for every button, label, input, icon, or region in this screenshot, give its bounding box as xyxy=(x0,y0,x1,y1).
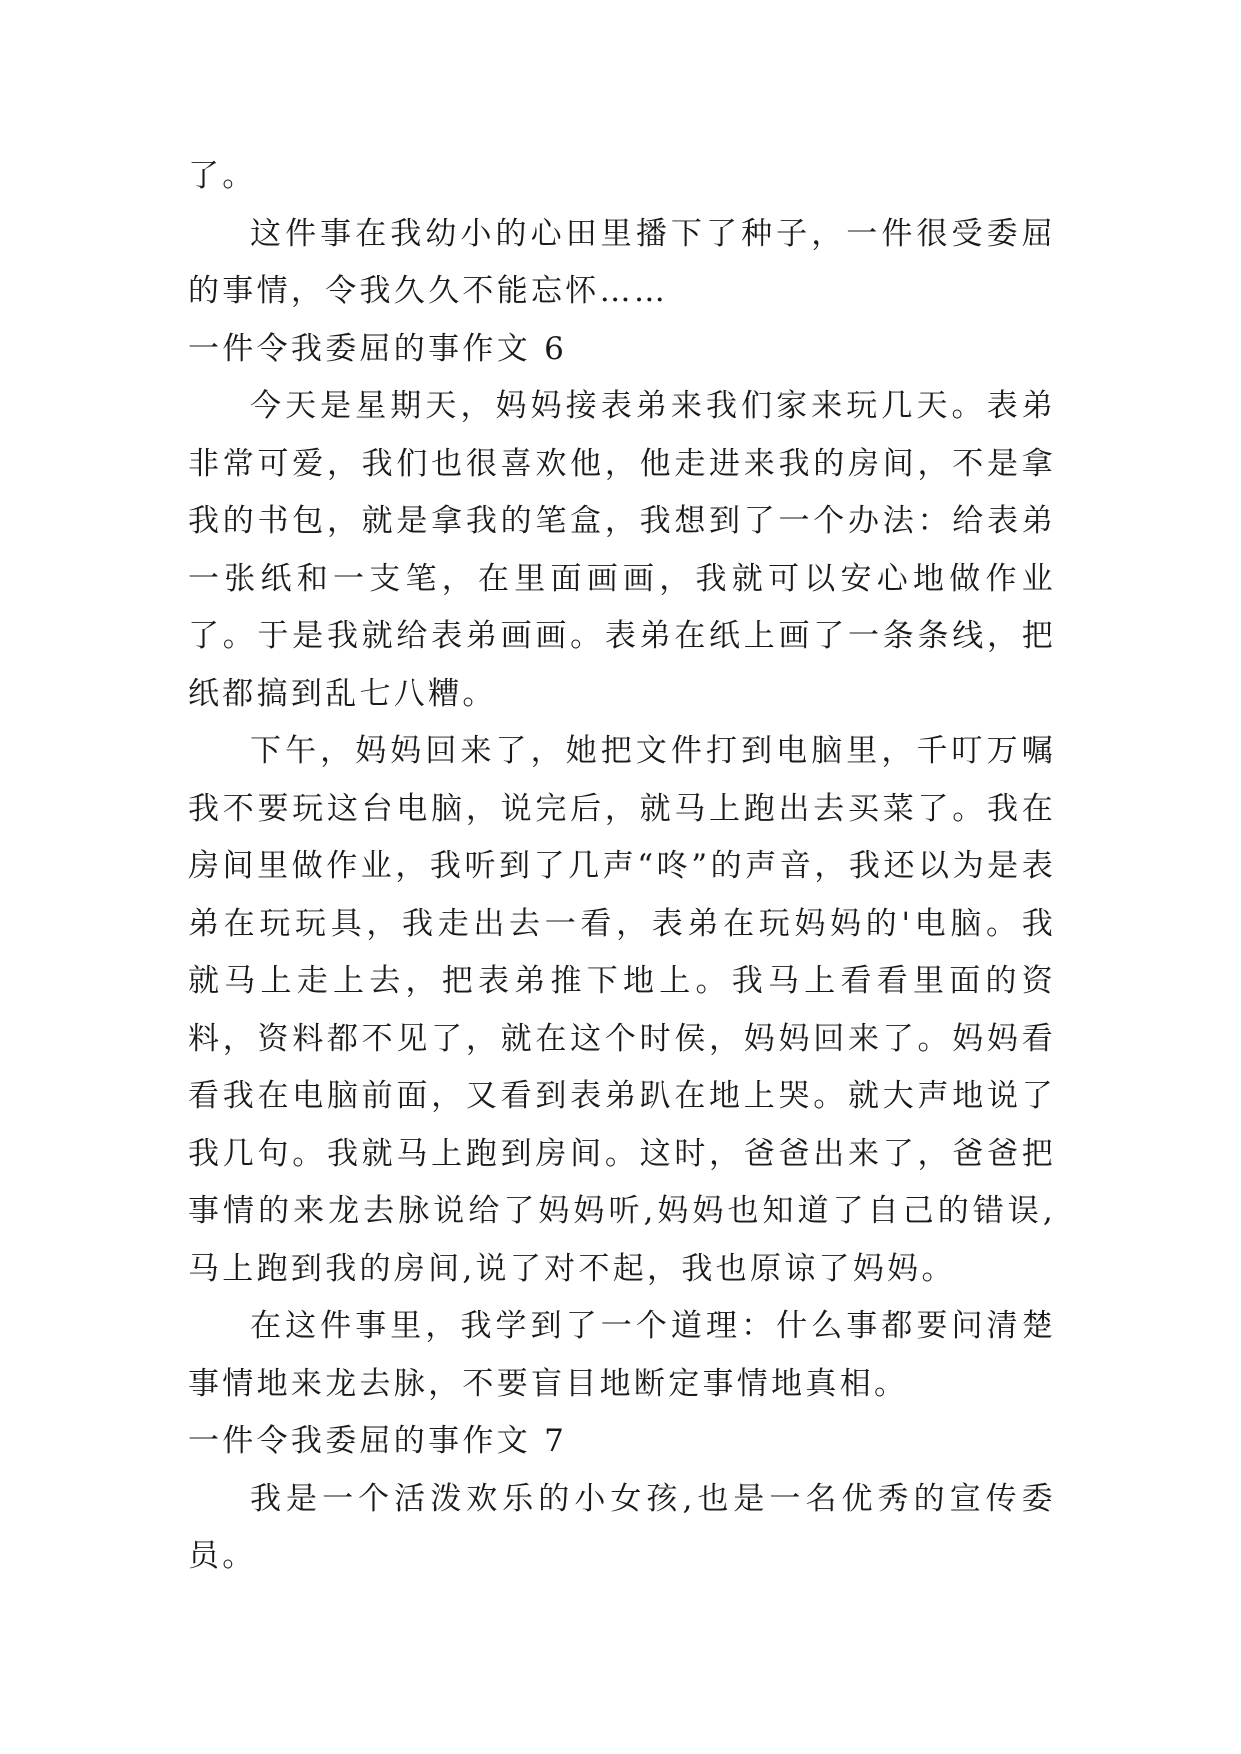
essay-heading: 一件令我委屈的事作文 7 xyxy=(188,1423,568,1459)
paragraph: 下午，妈妈回来了，她把文件打到电脑里，千叮万嘱我不要玩这台电脑，说完后，就马上跑出去买菜了。我在房间里做作业，我听到了几声“咚”的声音，我还以为是表弟在玩玩具，我走出去一看，表弟在玩妈妈的'电脑。我就马上走上去，把表弟推下地上。我马上看看里面的资料，资料都不见了，就在这个时侯，妈妈回来了。妈妈看看我在电脑前面，又看到表弟趴在地上哭。就大声地说了我几句。我就马上跑到房间。这时，爸爸出来了，爸爸把事情的来龙去脉说给了妈妈听,妈妈也知道了自己的错误,马上跑到我的房间,说了对不起，我也原谅了妈妈。 xyxy=(188,733,1056,1287)
paragraph: 这件事在我幼小的心田里播下了种子，一件很受委屈的事情，令我久久不能忘怀…… xyxy=(188,215,1056,309)
paragraph: 了。 xyxy=(188,158,257,194)
paragraph: 今天是星期天，妈妈接表弟来我们家来玩几天。表弟非常可爱，我们也很喜欢他，他走进来我的房间，不是拿我的书包，就是拿我的笔盒，我想到了一个办法：给表弟一张纸和一支笔，在里面画画，我就可以安心地做作业了。于是我就给表弟画画。表弟在纸上画了一条条线，把纸都搞到乱七八糟。 xyxy=(188,388,1056,712)
paragraph: 我是一个活泼欢乐的小女孩,也是一名优秀的宣传委员。 xyxy=(188,1480,1056,1574)
paragraph: 在这件事里，我学到了一个道理：什么事都要问清楚事情地来龙去脉，不要盲目地断定事情地真相。 xyxy=(188,1308,1056,1402)
essay-heading: 一件令我委屈的事作文 6 xyxy=(188,330,568,367)
document-body xyxy=(188,148,1056,1586)
